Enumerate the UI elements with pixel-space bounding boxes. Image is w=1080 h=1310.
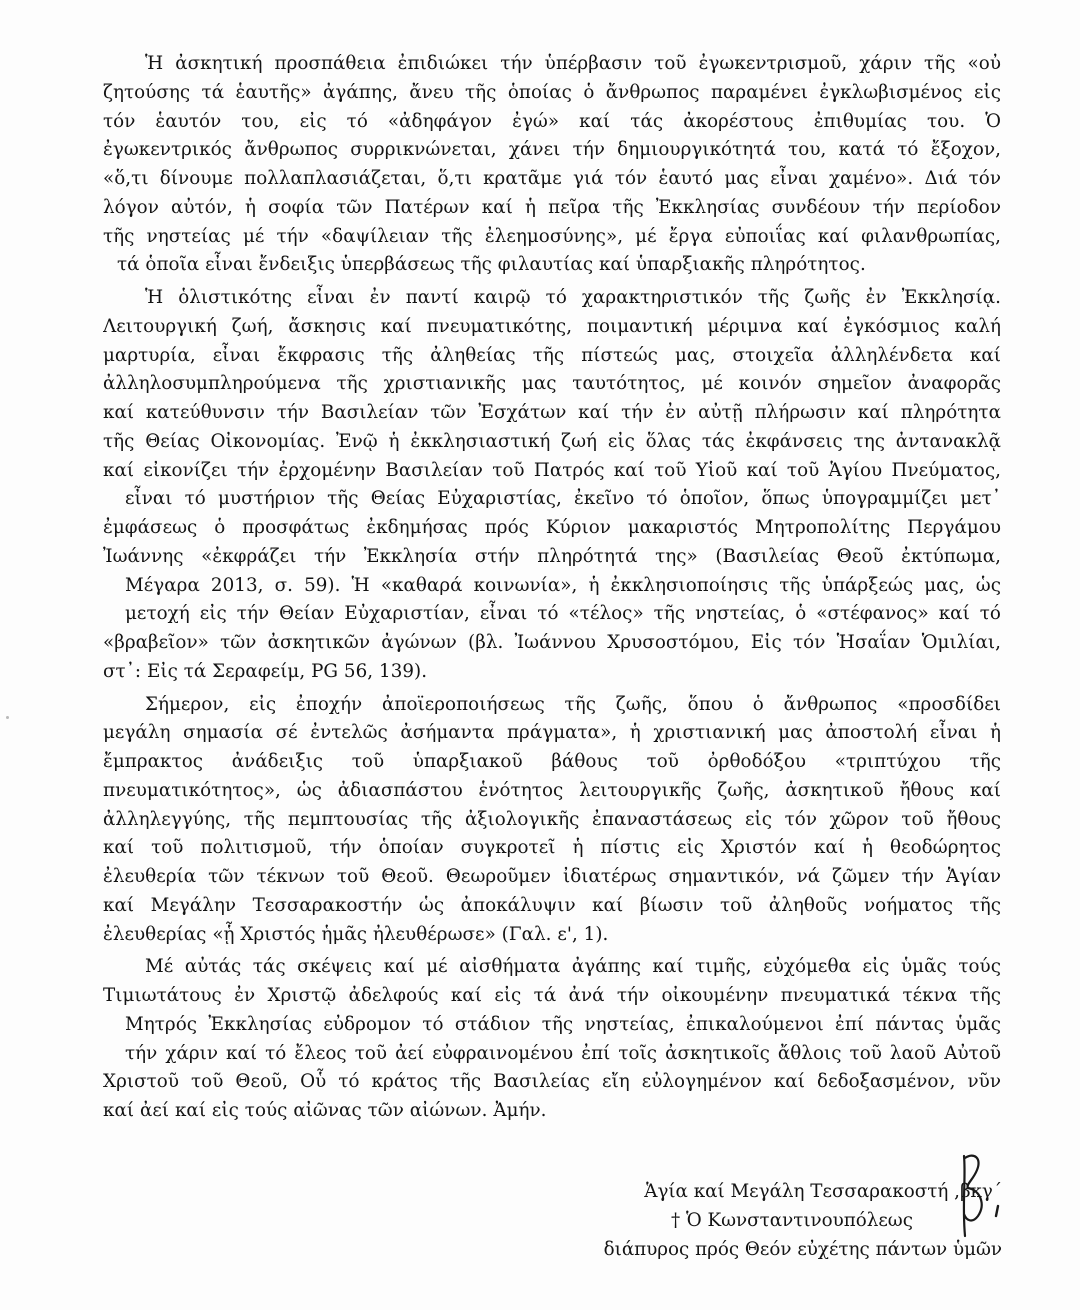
text-line: Τιμιωτάτους ἐν Χριστῷ ἀδελφούς καί εἰς τά ἀνά τήν οἰκουμένην πνευματικά τέκνα τῆς: [103, 985, 1001, 1006]
text-line: καί εἰκονίζει τήν ἐρχομένην Βασιλείαν τοῦ Πατρός καί τοῦ Υἱοῦ καί τοῦ Ἁγίου Πνεύματος,: [103, 459, 1001, 481]
text-line: Μέ αὐτάς τάς σκέψεις καί μέ αἰσθήματα ἀγάπης καί τιμῆς, εὐχόμεθα εἰς ὑμᾶς τούς: [145, 956, 1001, 978]
text-line: λόγον αὐτόν, ἡ σοφία τῶν Πατέρων καί ἡ πεῖρα τῆς Ἐκκλησίας συνδέουν τήν περίοδον: [103, 196, 1001, 218]
text-line: εἶναι τό μυστήριον τῆς Θείας Εὐχαριστίας, ἐκεῖνο τό ὁποῖον, ὅπως ὑπογραμμίζει μετ᾽: [125, 488, 1001, 510]
text-line: ἀλληλεγγύης, τῆς πεμπτουσίας τῆς ἀξιολογικῆς ἐπαναστάσεως εἰς τόν χῶρον τοῦ ἤθους: [103, 808, 1001, 830]
text-line: τήν χάριν καί τό ἔλεος τοῦ ἀεί εὐφραινομένου ἐπί τοῖς ἀσκητικοῖς ἄθλοις τοῦ λαοῦ Αὐτοῦ: [125, 1042, 1001, 1064]
text-line: Μητρός Ἐκκλησίας εὐδρομον τό στάδιον τῆς νηστείας, ἐπικαλούμενοι ἐπί πάντας ὑμᾶς: [125, 1013, 1001, 1035]
text-line: τά ὁποῖα εἶναι ἔνδειξις ὑπερβάσεως τῆς φιλαυτίας καί ὑπαρξιακῆς πληρότητος.: [117, 254, 866, 276]
signature-block: [542, 1177, 1002, 1264]
text-line: καί ἀεί καί εἰς τούς αἰῶνας τῶν αἰώνων. Ἀμήν.: [103, 1100, 547, 1121]
text-line: τόν ἑαυτόν του, εἰς τό «ἀδηφάγον ἐγώ» καί τάς ἀκορέστους ἐπιθυμίας του. Ὁ: [103, 110, 1001, 132]
text-line: ἐμφάσεως ὁ προσφάτως ἐκδημήσας πρός Κύριον μακαριστός Μητροπολίτης Περγάμου: [103, 517, 1001, 538]
text-line: Μέγαρα 2013, σ. 59). Ἡ «καθαρά κοινωνία», ἡ ἐκκλησιοποίησις τῆς ὑπάρξεώς μας, ὡς: [125, 574, 1001, 596]
text-line: Σήμερον, εἰς ἐποχήν ἀποϊεροποιήσεως τῆς ζωῆς, ὅπου ὁ ἄνθρωπος «προσδίδει: [145, 693, 1001, 715]
text-line: «ὅ,τι δίνουμε πολλαπλασιάζεται, ὅ,τι κρατᾶμε γιά τόν ἑαυτό μας εἶναι χαμένο». Διά τόν: [103, 168, 1001, 189]
text-line: μεγάλη σημασία σέ ἐντελῶς ἀσήμαντα πράγματα», ἡ χριστιανική μας ἀποστολή εἶναι ἡ: [103, 722, 1001, 744]
paragraph-1: [103, 50, 1001, 280]
closing-formula: διάπυρος πρός Θεόν εὐχέτης πάντων ὑμῶν: [603, 1239, 1002, 1260]
text-line: καί Μεγάλην Τεσσαρακοστήν ὡς ἀποκάλυψιν καί βίωσιν τοῦ ἀληθοῦς νοήματος τῆς: [103, 894, 1001, 916]
text-line: καί κατεύθυνσιν τήν Βασιλείαν τῶν Ἐσχάτων καί τήν ἐν αὐτῇ πλήρωσιν καί πληρότητα: [103, 402, 1001, 423]
text-line: Ἰωάννης «ἐκφράζει τήν Ἐκκλησία στήν πληρότητά της» (Βασιλείας Θεοῦ ἐκτύπωμα,: [103, 545, 1001, 567]
signatory-title: † Ὁ Κωνσταντινουπόλεως: [671, 1210, 913, 1231]
text-line: μαρτυρία, εἶναι ἔκφρασις τῆς ἀληθείας τῆς πίστεώς μας, στοιχεῖα ἀλληλένδετα καί: [103, 344, 1001, 366]
text-line: στ᾽: Εἰς τά Σεραφείμ, PG 56, 139).: [103, 660, 428, 682]
letter-body: [103, 50, 1001, 1126]
text-line: Ἡ ὁλιστικότης εἶναι ἐν παντί καιρῷ τό χαρακτηριστικόν τῆς ζωῆς ἐν Ἐκκλησίᾳ.: [145, 287, 1001, 308]
text-line: ζητούσης τά ἑαυτῆς» ἀγάπης, ἄνευ τῆς ὁποίας ὁ ἄνθρωπος παραμένει ἐγκλωβισμένος εἰς: [103, 81, 1001, 103]
text-line: πνευματικότητος», ὡς ἀδιασπάστου ἑνότητος λειτουργικῆς ζωῆς, ἀσκητικοῦ ἤθους καί: [103, 779, 1001, 801]
text-line: Λειτουργική ζωή, ἄσκησις καί πνευματικότης, ποιμαντική μέριμνα καί ἐγκόσμιος καλή: [103, 315, 1001, 337]
text-line: ἐλευθερίας «ᾗ Χριστός ἡμᾶς ἠλευθέρωσε» (Γαλ. ε', 1).: [103, 923, 609, 945]
text-line: «βραβεῖον» τῶν ἀσκητικῶν ἀγώνων (βλ. Ἰωάννου Χρυσοστόμου, Εἰς τόν Ἡσαΐαν Ὁμιλίαι,: [103, 632, 1001, 653]
paragraph-2: [103, 284, 1001, 687]
text-line: ἔμπρακτος ἀνάδειξις τοῦ ὑπαρξιακοῦ βάθους τοῦ ὀρθοδόξου «τριπτύχου τῆς: [103, 751, 1001, 772]
paragraph-3: [103, 691, 1001, 950]
text-line: Ἡ ἀσκητική προσπάθεια ἐπιδιώκει τήν ὑπέρβασιν τοῦ ἐγωκεντρισμοῦ, χάριν τῆς «οὐ: [145, 53, 1001, 74]
scan-speck: [6, 716, 9, 719]
paragraph-4: [103, 953, 1001, 1126]
text-line: ἐλευθερία τῶν τέκνων τοῦ Θεοῦ. Θεωροῦμεν ἰδιατέρως σημαντικόν, νά ζῶμεν τήν Ἁγίαν: [103, 866, 1001, 887]
text-line: μετοχή εἰς τήν Θείαν Εὐχαριστίαν, εἶναι τό «τέλος» τῆς νηστείας, ὁ «στέφανος» καί τό: [125, 603, 1001, 625]
text-line: τῆς νηστείας μέ τήν «δαψίλειαν τῆς ἐλεημοσύνης», μέ ἔργα εὐποιΐας καί φιλανθρωπίας,: [103, 225, 1001, 247]
text-line: ἐγωκεντρικός ἄνθρωπος συρρικνώνεται, χάνει τήν δημιουργικότητά του, κατά τό ἔξοχον,: [103, 139, 1001, 161]
text-line: Χριστοῦ τοῦ Θεοῦ, Οὗ τό κράτος τῆς Βασιλείας εἴη εὐλογημένον καί δεδοξασμένον, νῦν: [103, 1071, 1001, 1093]
date-line: Ἁγία καί Μεγάλη Τεσσαρακοστή ,βκγ΄: [644, 1181, 1002, 1202]
text-line: τῆς Θείας Οἰκονομίας. Ἐνῷ ἡ ἐκκλησιαστική ζωή εἰς ὅλας τάς ἐκφάνσεις της ἀντανακλᾷ: [103, 430, 1001, 452]
text-line: καί τοῦ πολιτισμοῦ, τήν ὁποίαν συγκροτεῖ ἡ πίστις εἰς Χριστόν καί ἡ θεοδώρητος: [103, 837, 1001, 859]
text-line: ἀλληλοσυμπληρούμενα τῆς χριστιανικῆς μας ταυτότητος, μέ κοινόν σημεῖον ἀναφορᾶς: [103, 373, 1001, 395]
handwritten-signature: [952, 1148, 1012, 1243]
